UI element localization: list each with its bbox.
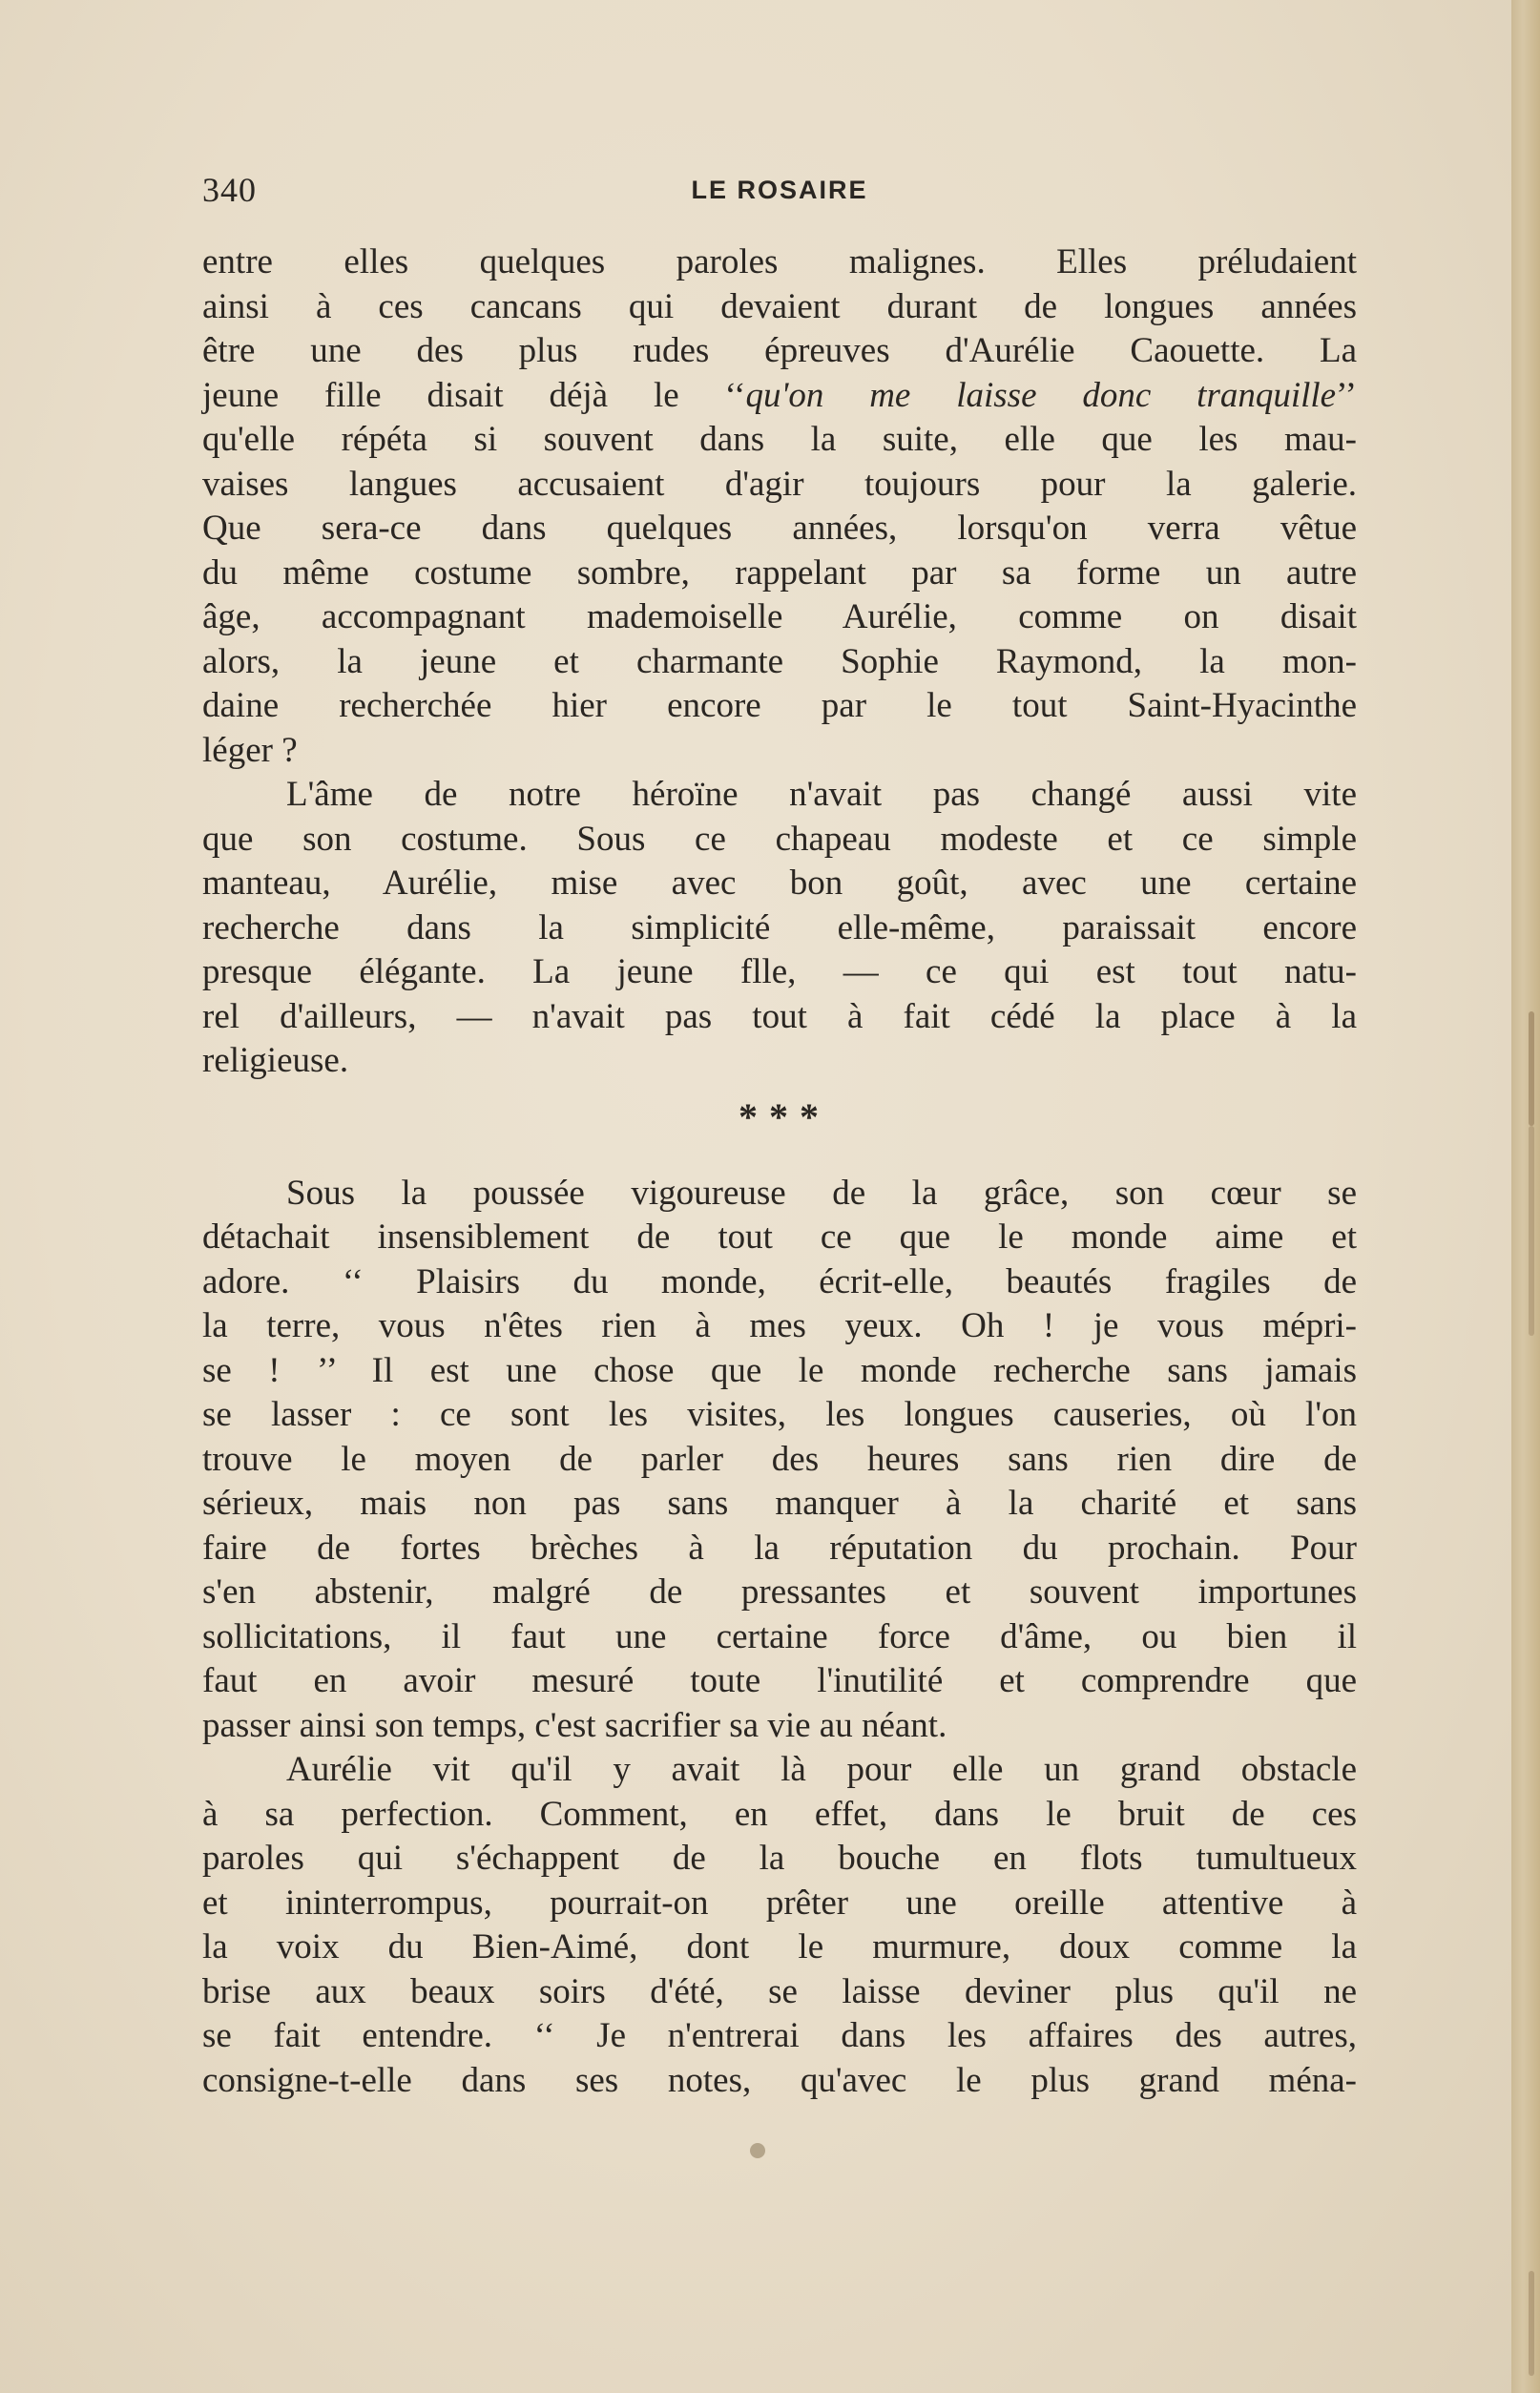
text-line: la voix du Bien-Aimé, dont le murmure, doux comme la <box>202 1927 1357 1966</box>
text-line: passer ainsi son temps, c'est sacrifier sa vie au néant. <box>202 1705 947 1745</box>
section-separator: * * * <box>738 1094 821 1138</box>
text-line: la terre, vous n'êtes rien à mes yeux. Oh ! je vous mépri- <box>202 1306 1357 1345</box>
edge-stain <box>1529 1126 1534 1336</box>
text-line: détachait insensiblement de tout ce que le monde aime et <box>202 1217 1357 1257</box>
spacer <box>202 1151 1357 1172</box>
paragraph <box>202 773 1357 1084</box>
edge-stain <box>1529 1011 1534 1126</box>
text-line: alors, la jeune et charmante Sophie Raymond, la mon- <box>202 641 1357 681</box>
text-line: qu'elle répéta si souvent dans la suite, elle que les mau- <box>202 420 1357 459</box>
text-line: se fait entendre. ‘‘ Je n'entrerai dans les affaires des autres, <box>202 2016 1357 2055</box>
text-line: consigne-t-elle dans ses notes, qu'avec le plus grand ména- <box>202 2060 1357 2100</box>
text-line: paroles qui s'échappent de la bouche en flots tumultueux <box>202 1839 1357 1878</box>
text-line: s'en abstenir, malgré de pressantes et souvent importunes <box>202 1572 1357 1612</box>
text-line: Que sera-ce dans quelques années, lorsqu'on verra vêtue <box>202 509 1357 548</box>
quoted-italic-text: qu'on me laisse donc tranquille <box>745 375 1337 415</box>
running-title: LE ROSAIRE <box>691 176 868 204</box>
text-line: et ininterrompus, pourrait-on prêter une oreille attentive à <box>202 1883 1357 1923</box>
paragraph <box>202 1172 1357 1749</box>
text-line: âge, accompagnant mademoiselle Aurélie, comme on disait <box>202 597 1357 636</box>
text-line: manteau, Aurélie, mise avec bon goût, avec une certaine <box>202 864 1357 903</box>
text-line <box>202 374 1357 419</box>
text-line: Sous la poussée vigoureuse de la grâce, son cœur se <box>286 1173 1357 1213</box>
body-text <box>202 240 1357 2103</box>
text-run: jeune fille disait déjà le ‘‘ <box>202 375 746 415</box>
text-line: brise aux beaux soirs d'été, se laisse deviner plus qu'il ne <box>202 1971 1357 2011</box>
page-edge <box>1511 0 1540 2393</box>
text-line: presque élégante. La jeune flle, — ce qui est tout natu- <box>202 952 1357 991</box>
text-line: à sa perfection. Comment, en effet, dans le bruit de ces <box>202 1794 1357 1834</box>
text-line: Aurélie vit qu'il y avait là pour elle un grand obstacle <box>286 1750 1357 1789</box>
text-line: trouve le moyen de parler des heures sans rien dire de <box>202 1439 1357 1479</box>
text-line: religieuse. <box>202 1041 349 1080</box>
text-line: que son costume. Sous ce chapeau modeste et ce simple <box>202 819 1357 859</box>
paragraph <box>202 240 1357 773</box>
text-line: léger ? <box>202 730 298 770</box>
text-line: adore. ‘‘ Plaisirs du monde, écrit-elle, beautés fragiles de <box>202 1261 1357 1301</box>
text-line: daine recherchée hier encore par le tout Saint-Hyacinthe <box>202 686 1357 725</box>
text-line: entre elles quelques paroles malignes. Elles préludaient <box>202 242 1357 281</box>
text-line: faut en avoir mesuré toute l'inutilité et comprendre que <box>202 1661 1357 1700</box>
text-run: ’’ <box>1336 375 1358 415</box>
ink-speck <box>750 2143 765 2158</box>
text-line: être une des plus rudes épreuves d'Aurélie Caouette. La <box>202 331 1357 370</box>
text-line: faire de fortes brèches à la réputation du prochain. Pour <box>202 1528 1357 1568</box>
text-line: rel d'ailleurs, — n'avait pas tout à fait cédé la place à la <box>202 996 1357 1036</box>
page-number: 340 <box>202 171 257 209</box>
text-line: du même costume sombre, rappelant par sa forme un autre <box>202 552 1357 593</box>
text-line: L'âme de notre héroïne n'avait pas changé aussi vite <box>286 775 1357 814</box>
page-header <box>202 170 1357 218</box>
text-line: recherche dans la simplicité elle-même, paraissait encore <box>202 907 1357 947</box>
text-line: se ! ’’ Il est une chose que le monde recherche sans jamais <box>202 1350 1357 1390</box>
text-line: sérieux, mais non pas sans manquer à la charité et sans <box>202 1484 1357 1523</box>
edge-stain <box>1529 2271 1534 2376</box>
text-line: sollicitations, il faut une certaine force d'âme, ou bien il <box>202 1616 1357 1656</box>
text-line: se lasser : ce sont les visites, les longues causeries, où l'on <box>202 1395 1357 1434</box>
paragraph <box>202 1748 1357 2103</box>
text-line: ainsi à ces cancans qui devaient durant de longues années <box>202 286 1357 326</box>
text-line: vaises langues accusaient d'agir toujours pour la galerie. <box>202 464 1357 504</box>
